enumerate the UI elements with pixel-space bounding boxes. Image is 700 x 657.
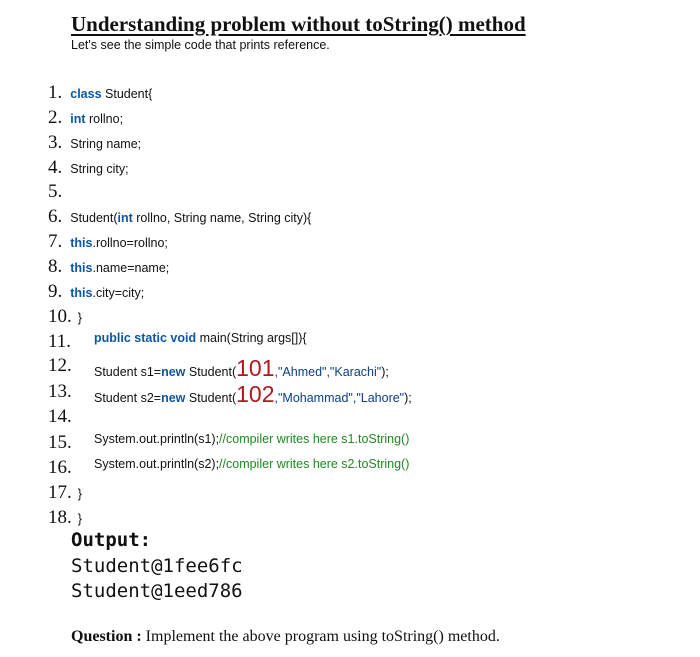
code-token: Student( [70,211,118,225]
code-line-1 [48,82,152,106]
line-number: 5. [48,181,63,202]
code-token: System.out.println(s2); [94,457,220,471]
line-number: 6. [48,206,63,227]
line-number: 12. [48,355,72,376]
code-token: Student( [185,391,237,405]
code-line-12 [48,355,389,381]
code-token: ); [404,391,412,405]
line-number: 1. [48,82,63,103]
output-line-2: Student@1eed786 [71,580,243,602]
code-line-3 [48,132,141,156]
code-text [94,432,409,446]
string-literal: ,"Mohammad","Lahore" [274,391,405,405]
code-token: rollno; [85,112,124,126]
code-line-4 [48,157,129,181]
code-text [94,457,409,471]
code-line-18 [48,507,82,531]
code-line-11 [48,331,307,355]
code-text [70,286,144,300]
page-subtitle: Let's see the simple code that prints reference. [71,38,330,52]
code-token: Student s2= [94,391,162,405]
code-text [70,261,169,275]
code-token: System.out.println(s1); [94,432,220,446]
code-token: .rollno=rollno; [92,236,168,250]
line-number: 17. [48,482,72,503]
line-number: 4. [48,157,63,178]
code-text [70,236,168,250]
line-number: 16. [48,457,72,478]
keyword: int [70,112,86,126]
code-text: } [77,311,82,325]
keyword: this [70,286,93,300]
code-token: main(String args[]){ [196,331,307,345]
code-token: Student s1= [94,365,162,379]
keyword: int [117,211,133,225]
code-line-5 [48,181,62,205]
code-token: .name=name; [92,261,170,275]
line-number: 15. [48,432,72,453]
code-text: } [77,487,82,501]
question-body: Implement the above program using toString() method. [141,628,500,645]
keyword: class [70,87,102,101]
string-literal: ,"Ahmed","Karachi" [274,365,382,379]
code-comment: //compiler writes here s2.toString() [219,457,410,471]
question-text [71,628,500,646]
code-line-14 [48,406,72,430]
code-line-9 [48,281,144,305]
code-line-16 [48,457,410,481]
keyword: public static void [94,331,197,345]
line-number: 13. [48,381,72,402]
number-literal: 101 [236,355,275,381]
code-token: Student( [185,365,237,379]
page-title: Understanding problem without toString() method [71,12,526,36]
number-literal: 102 [236,381,275,407]
line-number: 8. [48,256,63,277]
output-label: Output: [71,529,152,551]
code-text [70,87,152,101]
code-text: String city; [70,162,129,176]
code-line-10 [48,306,82,330]
line-number: 18. [48,507,72,528]
code-line-13 [48,381,412,407]
code-line-15 [48,432,410,456]
line-number: 2. [48,107,63,128]
code-text [94,355,389,382]
code-token: ); [381,365,389,379]
code-token: rollno, String name, String city){ [132,211,312,225]
code-line-17 [48,482,82,506]
line-number: 3. [48,132,63,153]
code-line-2 [48,107,123,131]
code-text [94,381,412,408]
code-text: } [77,512,82,526]
code-token: Student{ [101,87,153,101]
code-text: String name; [70,137,142,151]
keyword: this [70,261,93,275]
code-text [94,331,307,345]
output-line-1: Student@1fee6fc [71,555,243,577]
line-number: 14. [48,406,72,427]
code-line-7 [48,231,168,255]
line-number: 11. [48,331,72,352]
keyword: new [161,365,186,379]
keyword: this [70,236,93,250]
code-line-6 [48,206,311,230]
line-number: 10. [48,306,72,327]
question-label: Question : [71,628,142,645]
code-line-8 [48,256,169,280]
code-token: .city=city; [92,286,145,300]
code-text [70,112,123,126]
code-text [70,211,311,225]
code-comment: //compiler writes here s1.toString() [219,432,410,446]
line-number: 9. [48,281,63,302]
line-number: 7. [48,231,63,252]
keyword: new [161,391,186,405]
